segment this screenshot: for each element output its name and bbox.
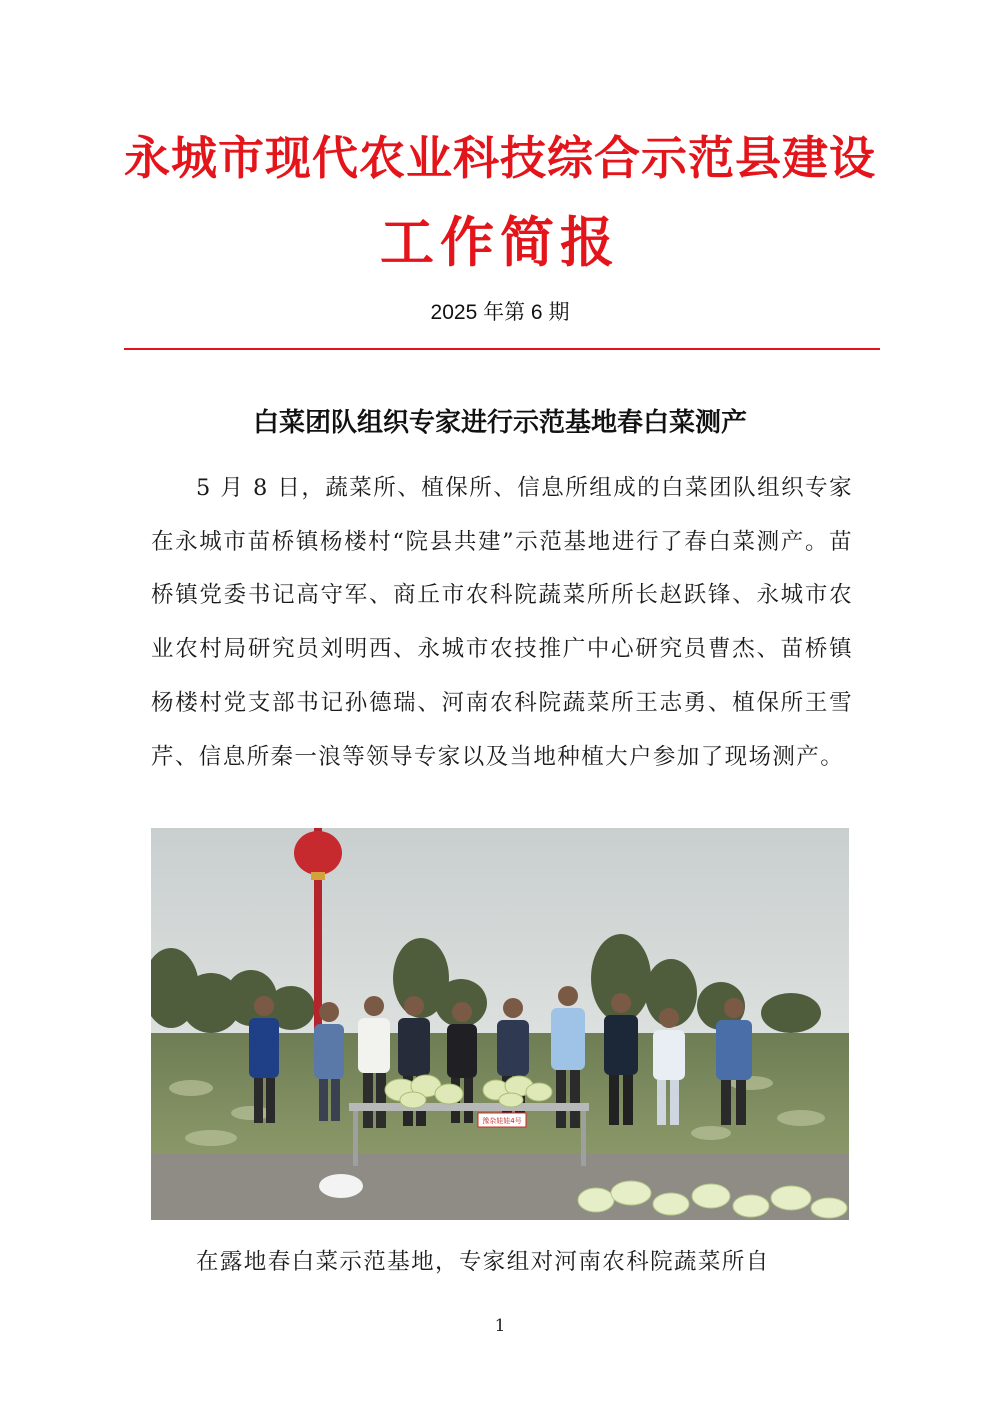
header-divider [124, 348, 880, 350]
article-paragraph-2: 在露地春白菜示范基地，专家组对河南农科院蔬菜所自 [196, 1249, 770, 1275]
article-paragraph-1: 5 月 8 日，蔬菜所、植保所、信息所组成的白菜团队组织专家在永城市苗桥镇杨楼村“院县共建”示范基地进行了春白菜测产。苗桥镇党委书记高守军、商丘市农科院蔬菜所所长赵跃锋、永城市农业农村局研究员刘明西、永城市农技推广中心研究员曹杰、苗桥镇杨楼村党支部书记孙德瑞、河南农科院蔬菜所王志勇、植保所王雪芹、信息所秦一浪等领导专家以及当地种植大户参加了现场测产。 [151, 475, 853, 770]
bulletin-title: 永城市现代农业科技综合示范县建设 [124, 131, 876, 185]
page-number: 1 [494, 1316, 506, 1336]
bulletin-subtitle: 工作简报 [380, 210, 620, 274]
issue-number: 2025 年第 6 期 [430, 301, 570, 324]
article-title: 白菜团队组织专家进行示范基地春白菜测产 [252, 408, 747, 438]
photo-sign-label: 豫杂娃娃4号 [482, 1117, 522, 1125]
field-photo [151, 828, 849, 1220]
